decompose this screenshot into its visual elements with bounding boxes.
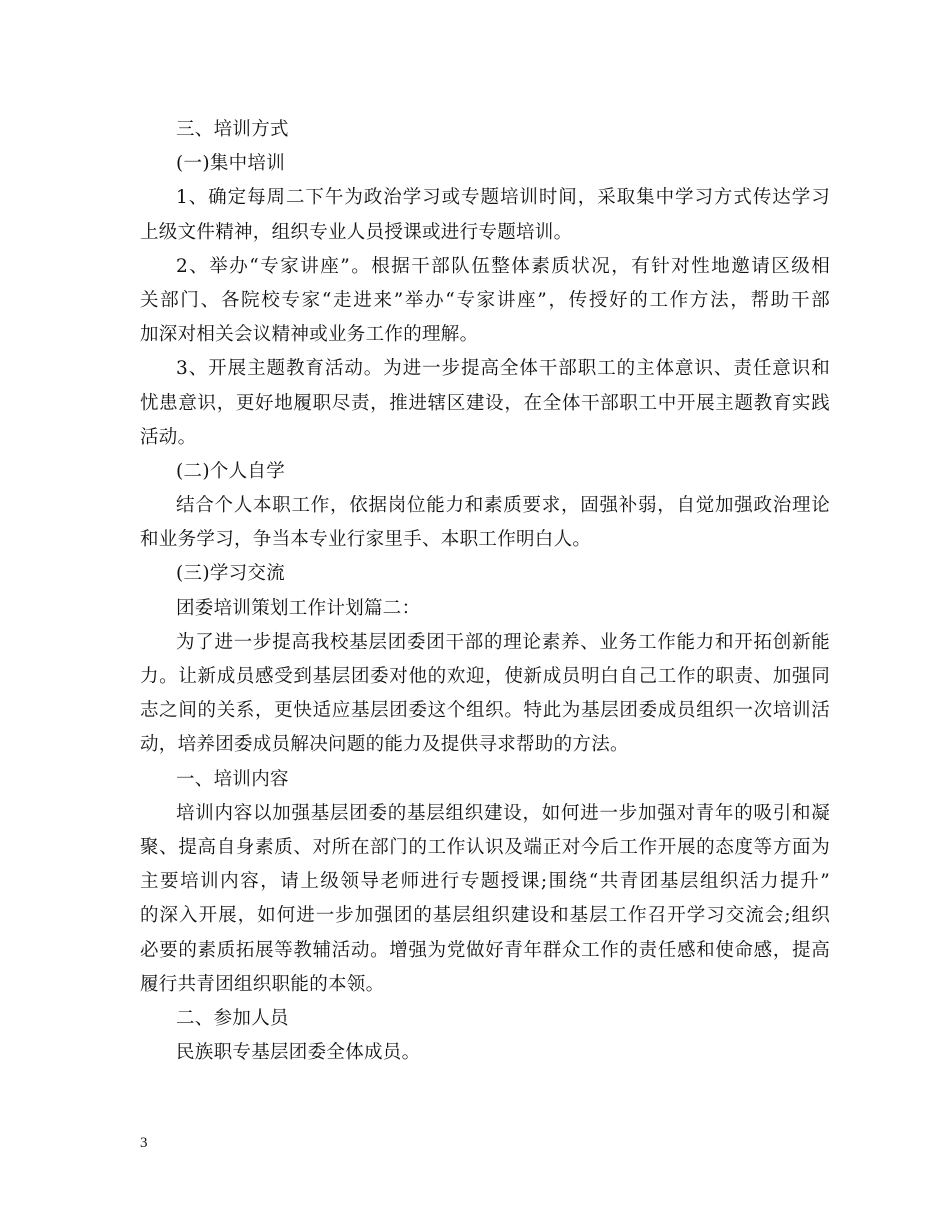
text-line: 上级文件精神，组织专业人员授课或进行专题培训。 — [140, 221, 573, 243]
text-line: 必要的素质拓展等教辅活动。增强为党做好青年群众工作的责任感和使命感，提高 — [140, 939, 830, 961]
text-line: 的深入开展，如何进一步加强团的基层组织建设和基层工作召开学习交流会;组织 — [140, 905, 830, 927]
text-line: 2、举办“专家讲座”。根据干部队伍整体素质状况，有针对性地邀请区级相 — [176, 255, 830, 277]
page-number: 3 — [140, 1135, 148, 1151]
text-line: 1、确定每周二下午为政治学习或专题培训时间，采取集中学习方式传达学习 — [176, 187, 830, 209]
text-line: 关部门、各院校专家“走进来”举办“专家讲座”，传授好的工作方法，帮助干部 — [140, 289, 830, 311]
text-line: 民族职专基层团委全体成员。 — [176, 1042, 421, 1064]
text-line: 团委培训策划工作计划篇二： — [176, 597, 421, 619]
text-line: 力。让新成员感受到基层团委对他的欢迎，使新成员明白自己工作的职责、加强同 — [140, 666, 830, 687]
text-line: 和业务学习，争当本专业行家里手、本职工作明白人。 — [140, 529, 592, 551]
text-line: 加深对相关会议精神或业务工作的理解。 — [140, 324, 479, 346]
text-line: 二、参加人员 — [176, 1007, 289, 1029]
text-line: 3、开展主题教育活动。为进一步提高全体干部职工的主体意识、责任意识和 — [176, 358, 830, 380]
text-line: 动，培养团委成员解决问题的能力及提供寻求帮助的方法。 — [140, 734, 629, 756]
text-line: 一、培训内容 — [176, 768, 289, 790]
document-body — [140, 113, 830, 1070]
text-line: 结合个人本职工作，依据岗位能力和素质要求，固强补弱，自觉加强政治理论 — [176, 495, 830, 517]
text-line: (三)学习交流 — [176, 563, 286, 585]
text-line: 志之间的关系，更快适应基层团委这个组织。特此为基层团委成员组织一次培训活 — [140, 700, 830, 722]
text-line: 三、培训方式 — [176, 119, 289, 140]
text-line: 忧患意识，更好地履职尽责，推进辖区建设，在全体干部职工中开展主题教育实践 — [140, 392, 830, 414]
text-line: 培训内容以加强基层团委的基层组织建设，如何进一步加强对青年的吸引和凝 — [176, 802, 830, 824]
text-line: 主要培训内容，请上级领导老师进行专题授课;围绕“共青团基层组织活力提升” — [140, 871, 830, 893]
text-line: 履行共青团组织职能的本领。 — [140, 973, 385, 995]
text-line: 聚、提高自身素质、对所在部门的工作认识及端正对今后工作开展的态度等方面为 — [140, 836, 830, 858]
text-line: 活动。 — [140, 426, 197, 448]
text-line: 为了进一步提高我校基层团委团干部的理论素养、业务工作能力和开拓创新能 — [176, 631, 830, 653]
text-line: (一)集中培训 — [176, 153, 286, 175]
text-line: (二)个人自学 — [176, 460, 286, 482]
